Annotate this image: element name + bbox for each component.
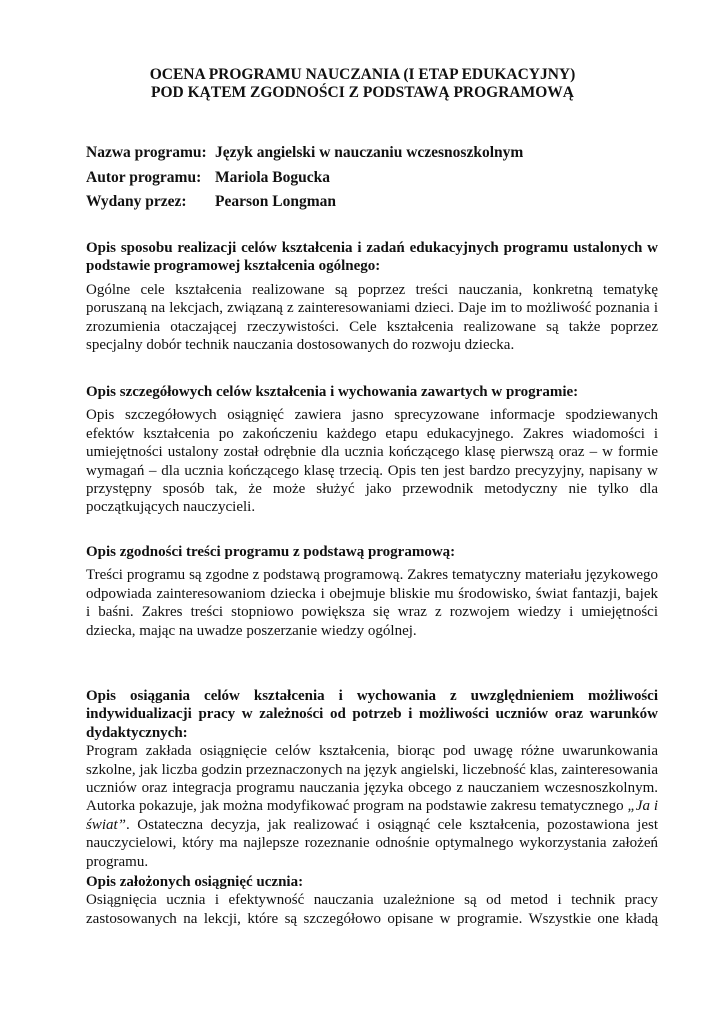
section-achievements <box>86 873 658 928</box>
meta-label: Autor programu: <box>86 168 202 186</box>
meta-row-publisher <box>86 192 523 217</box>
section-heading: Opis sposobu realizacji celów kształcenia i zadań edukacyjnych programu ustalonych w podstawie programowej kształcenia ogólnego: <box>86 240 658 275</box>
section-text: i baśni. Zakres treści stopniowo powiększa się wraz z rozwojem wiedzy i umiejętności dziecka, mając na uwadze poszerzanie wiedzy ogólnej. <box>86 604 658 639</box>
section-heading: Opis założonych osiągnięć ucznia: <box>86 874 304 890</box>
meta-value: Język angielski w nauczaniu wczesnoszkolnym <box>215 144 524 161</box>
section-text: Ogólne cele kształcenia realizowane są poprzez treści nauczania, konkretną tematykę poruszaną na lekcjach, związaną z zainteresowaniami dzieci. Daje im to możliwość poznania i zrozumienia otaczającej rzeczywistości. Cele kształcenia realizowane są także poprzez specjalny dobór technik nauczania dostosowanych do rozwoju dziecka. <box>86 281 658 354</box>
section-heading: Opis szczegółowych celów kształcenia i wychowania zawartych w programie: <box>86 384 579 400</box>
section-text: Osiągnięcia ucznia i efektywność nauczania uzależnione są od metod i technik pracy zastosowanych na lekcji, które są szczegółowo opisane w programie. Wszystkie one kładą <box>86 892 658 927</box>
meta-value: Pearson Longman <box>215 193 336 210</box>
document-title <box>0 66 725 102</box>
section-detailed-goals <box>86 383 658 517</box>
section-compliance <box>86 543 658 640</box>
meta-label: Wydany przez: <box>86 193 187 210</box>
section-individualization <box>86 687 658 871</box>
meta-value: Mariola Bogucka <box>215 168 330 186</box>
text-part: Program zakłada osiągnięcie celów kształcenia, biorąc pod uwagę różne uwarunkowania szkolne, jak liczba godzin przeznaczonych na język angielski, liczebność klas, zainteresowania uczniów oraz integracja programu nauczania języka obcego z nauczaniem wczesnoszkolnym. Autorka pokazuje, jak można modyfikować program na podstawie zakresu tematycznego <box>86 743 658 815</box>
title-line-2: POD KĄTEM ZGODNOŚCI Z PODSTAWĄ PROGRAMOWĄ <box>151 84 574 101</box>
meta-row-name <box>86 143 523 168</box>
section-text <box>86 742 658 871</box>
section-heading: Opis osiągania celów kształcenia i wychowania z uwzględnieniem możliwości indywidualizacji pracy w zależności od potrzeb i możliwości uczniów oraz warunków dydaktycznych: <box>86 688 658 741</box>
section-realization <box>86 239 658 354</box>
program-metadata <box>86 143 523 217</box>
text-part: . Ostateczna decyzja, jak realizować i osiągnąć cele kształcenia, pozostawiona jest nauczycielowi, który ma najlepsze rozeznanie odnośnie optymalnego wykorzystania założeń programu. <box>86 816 658 870</box>
section-text: Opis szczegółowych osiągnięć zawiera jasno sprecyzowane informacje spodziewanych efektów kształcenia po zakończeniu każdego etapu edukacyjnego. Zakres wiadomości i umiejętności ustalony został odrębnie dla ucznia kończącego klasę pierwszą oraz – w formie wymagań – dla ucznia kończącego klasę trzecią. Opis ten jest bardzo precyzyjny, napisany w przystępny sposób tak, że może służyć jako przewodnik metodyczny nie tylko dla początkujących nauczycieli. <box>86 407 658 516</box>
section-heading: Opis zgodności treści programu z podstawą programową: <box>86 544 456 560</box>
section-text: Treści programu są zgodne z podstawą programową. Zakres tematyczny materiału językowego odpowiada zainteresowaniom dziecka i obejmuje bliskie mu środowisko, świat fantazji, bajek <box>86 567 658 602</box>
title-line-1: OCENA PROGRAMU NAUCZANIA (I ETAP EDUKACYJNY) <box>149 66 576 83</box>
topic-quote: „Ja i świat” <box>86 798 658 833</box>
meta-row-author <box>86 168 523 193</box>
meta-label: Nazwa programu: <box>86 144 207 161</box>
